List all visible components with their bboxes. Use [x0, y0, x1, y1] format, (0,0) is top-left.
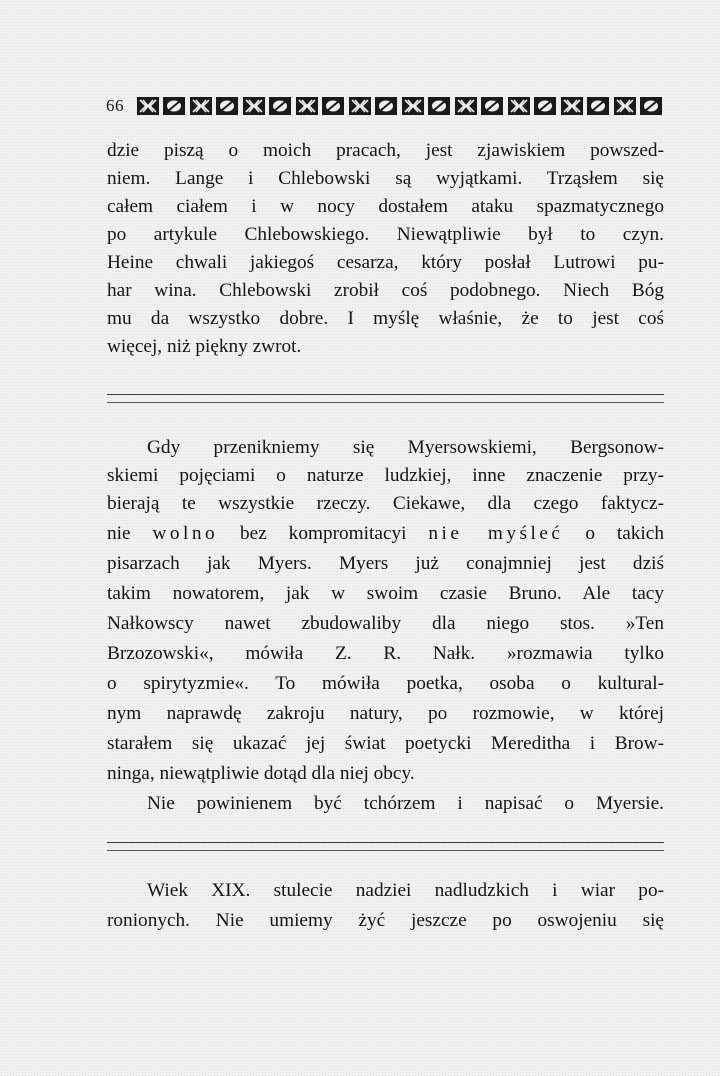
section-divider: [107, 392, 664, 406]
text-line: Heine chwali jakiegoś cesarza, który posłał Lutrowi pu-: [107, 252, 664, 273]
paragraph-1-line: [107, 140, 664, 162]
text-line: nym naprawdę zakroju natury, po rozmowie, w której: [107, 703, 664, 724]
text-run: o takich: [563, 523, 664, 544]
paragraph-2-line: [107, 733, 664, 755]
paragraph-1-line: [107, 308, 664, 330]
paragraph-2-line: [107, 437, 664, 459]
paragraph-1-line: [107, 224, 664, 246]
paragraph-2-line: [107, 465, 664, 487]
paragraph-2-line: [107, 553, 664, 575]
page-number: 66: [106, 96, 124, 115]
text-line: Brzozowski«, mówiła Z. R. Nałk. »rozmawia tylko: [107, 643, 664, 664]
paragraph-2-line: [107, 703, 664, 725]
section-divider: [107, 840, 664, 854]
paragraph-3-line: [107, 880, 664, 902]
paragraph-2-line: [107, 523, 664, 545]
text-line: har wina. Chlebowski zrobił coś podobnego. Niech Bóg: [107, 280, 664, 301]
text-line: po artykule Chlebowskiego. Niewątpliwie był to czyn.: [107, 224, 664, 245]
page-header: [106, 93, 666, 119]
text-line: mu da wszystko dobre. I myślę właśnie, że to jest coś: [107, 308, 664, 329]
text-line: Wiek XIX. stulecie nadziei nadludzkich i wiar po-: [147, 880, 664, 901]
text-line: Nie powinienem być tchórzem i napisać o Myersie.: [147, 793, 664, 814]
paragraph-1-line: [107, 196, 664, 218]
paragraph-2-line: [107, 793, 664, 815]
emphasis-run: nie myśleć: [428, 523, 564, 544]
text-line: pisarzach jak Myers. Myers już conajmniej jest dziś: [107, 553, 664, 574]
paragraph-1-line: [107, 252, 664, 274]
text-line: bierają te wszystkie rzeczy. Ciekawe, dla czego faktycz-: [107, 493, 664, 514]
text-line: więcej, niż piękny zwrot.: [107, 336, 302, 357]
text-line-spaced: [107, 523, 664, 545]
paragraph-2-line: [107, 613, 664, 635]
paragraph-2-line: [107, 643, 664, 665]
text-line: ninga, niewątpliwie dotąd dla niej obcy.: [107, 763, 415, 784]
text-line: Gdy przenikniemy się Myersowskiemi, Bergsonow-: [147, 437, 664, 458]
decorative-ornament-border: [136, 95, 666, 117]
paragraph-2-line: [107, 583, 664, 605]
emphasis-run: wolno: [152, 523, 219, 544]
paragraph-2-line: [107, 763, 664, 785]
text-line: Nałkowscy nawet zbudowaliby dla niego stos. »Ten: [107, 613, 664, 634]
text-line: całem ciałem i w nocy dostałem ataku spazmatycznego: [107, 196, 664, 217]
text-line: ronionych. Nie umiemy żyć jeszcze po oswojeniu się: [107, 910, 664, 931]
text-run: bez kompromitacyi: [218, 523, 429, 544]
text-line: skiemi pojęciami o naturze ludzkiej, inne znaczenie przy-: [107, 465, 664, 486]
paragraph-1-line: [107, 336, 664, 358]
text-line: dzie piszą o moich pracach, jest zjawiskiem powszed-: [107, 140, 664, 161]
paragraph-2-line: [107, 493, 664, 515]
paragraph-3-line: [107, 910, 664, 932]
paragraph-2-line: [107, 673, 664, 695]
text-line: takim nowatorem, jak w swoim czasie Bruno. Ale tacy: [107, 583, 664, 604]
text-line: starałem się ukazać jej świat poetycki Mereditha i Brow-: [107, 733, 664, 754]
text-line: o spirytyzmie«. To mówiła poetka, osoba o kultural-: [107, 673, 664, 694]
text-line: niem. Lange i Chlebowski są wyjątkami. Trząsłem się: [107, 168, 664, 189]
paragraph-1-line: [107, 168, 664, 190]
paragraph-1-line: [107, 280, 664, 302]
text-run: nie: [107, 523, 153, 544]
